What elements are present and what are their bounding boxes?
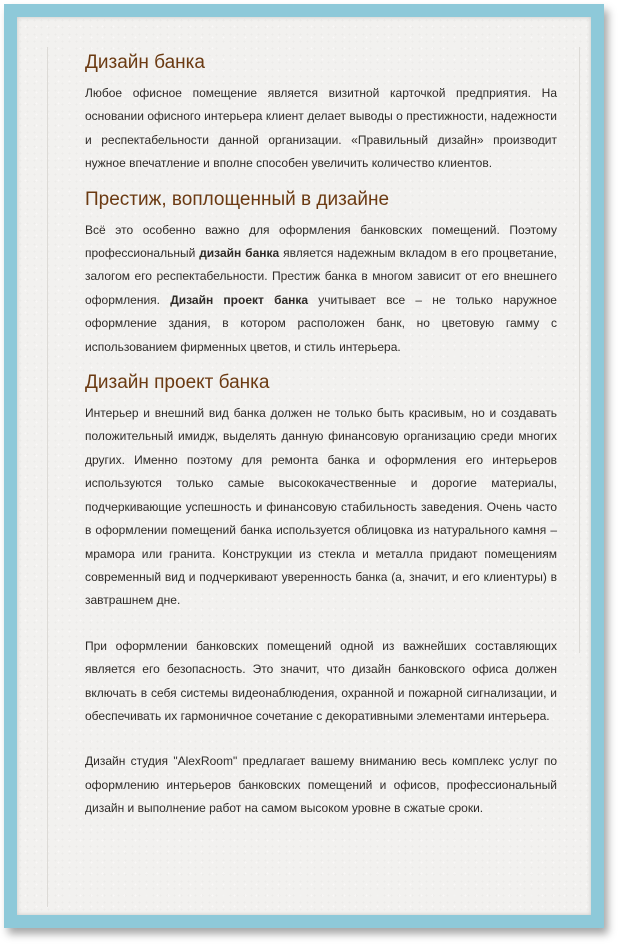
right-margin-line: [579, 47, 580, 653]
paragraph-intro: Любое офисное помещение является визитной карточкой предприятия. На основании офисного интерьера клиент делает выводы о престижности, надежности и респектабельности данной организации. «Правильный дизайн» производит нужное впечатление и вполне способен увеличить количество клиентов.: [85, 86, 557, 171]
heading-bank-design: Дизайн банка: [85, 52, 205, 73]
paragraph-prestige-part3: учитывает все – не только наружное оформление здания, в котором расположен банк, но цветовую гамму с использованием фирменных цветов, и стиль интерьера.: [85, 292, 557, 354]
article-content: [85, 51, 557, 821]
heading-prestige: Престиж, воплощенный в дизайне: [85, 188, 390, 210]
paragraph-security: При оформлении банковских помещений одной из важнейших составляющих является его безопасность. Это значит, что дизайн банковского офиса должен включать в себя системы видеонаблюдения, охранной и пожарной сигнализации, и обеспечивать их гармоничное сочетание с декоративными элементами интерьера.: [85, 638, 557, 723]
page-frame: [4, 4, 604, 928]
paragraph-studio-offer: Дизайн студия "AlexRoom" предлагает вашему вниманию весь комплекс услуг по оформлению интерьеров банковских помещений и офисов, профессиональный дизайн и выполнение работ на самом высоком уровне в сжатые сроки.: [85, 754, 557, 816]
paragraph-prestige-part1: Всё это особенно важно для оформления банковских помещений. Поэтому профессиональный: [85, 222, 557, 261]
heading-bank-design-project: Дизайн проект банка: [85, 372, 270, 394]
paragraph-prestige-part2: является надежным вкладом в его процветание, залогом его респектабельности. Престиж банка в многом зависит от его внешнего оформления.: [85, 246, 557, 307]
keyword-bank-design: дизайн банка: [199, 246, 280, 261]
paragraph-prestige: [85, 219, 557, 359]
keyword-bank-design-project: Дизайн проект банка: [170, 292, 309, 307]
paper-sheet: [17, 17, 591, 915]
paragraph-interior: Интерьер и внешний вид банка должен не только быть красивым, но и создавать положительный имидж, выделять данную финансовую организацию среди многих других. Именно поэтому для ремонта банка и оформления его интерьеров используются только самые высококачественные и дорогие материалы, подчеркивающие успешность и финансовую стабильность заведения. Очень часто в оформлении помещений банка используется облицовка из натурального камня – мрамора или гранита. Конструкции из стекла и металла придают помещениям современный вид и подчеркивают уверенность банка (а, значит, и его клиентуры) в завтрашнем дне.: [85, 406, 557, 608]
left-margin-line: [47, 47, 48, 907]
